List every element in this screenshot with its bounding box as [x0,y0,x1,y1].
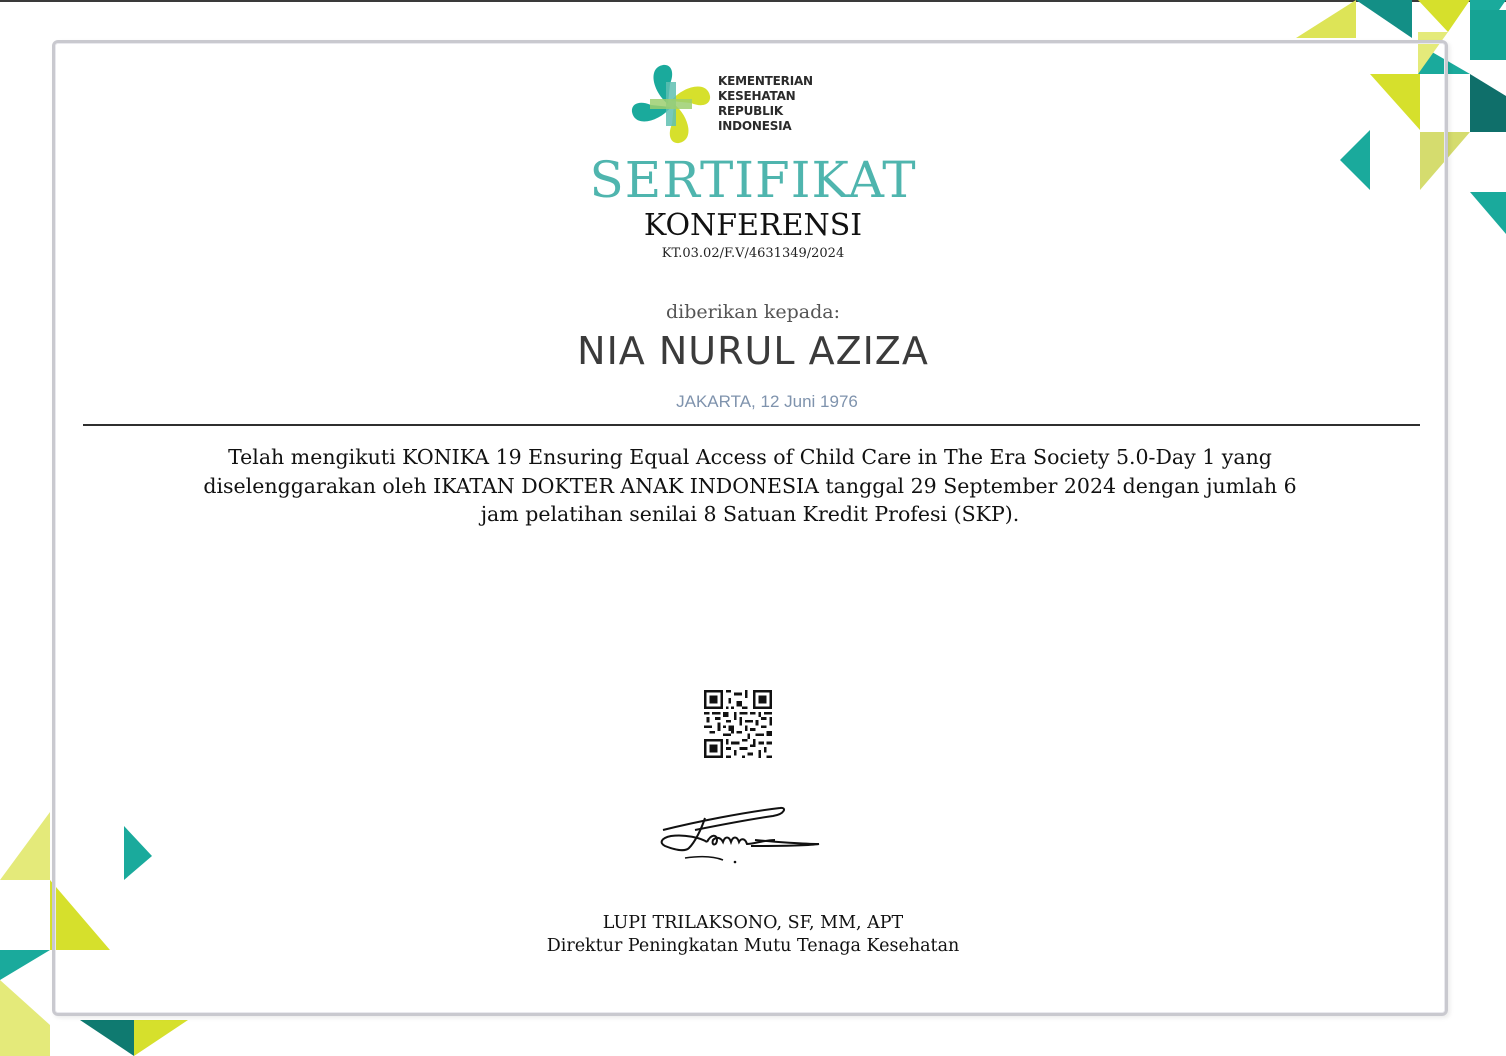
certificate-subtitle: KONFERENSI [643,208,863,243]
deco-triangle [80,1020,134,1056]
body-line: diselenggarakan oleh IKATAN DOKTER ANAK INDONESIA tanggal 29 September 2024 dengan jumlah 6 [203,473,1297,498]
recipient-name: NIA NURUL AZIZA [577,329,929,373]
kemenkes-heart-logo-icon [626,62,716,146]
given-to-label: diberikan kepada: [665,301,841,323]
deco-triangle [1418,0,1470,32]
ministry-logo [626,62,826,146]
deco-triangle [134,1020,188,1056]
body-line: Telah mengikuti KONIKA 19 Ensuring Equal Access of Child Care in The Era Society 5.0-Day 1 yang [228,445,1272,469]
certificate-number: KT.03.02/F.V/4631349/2024 [661,246,845,261]
deco-triangle [1470,10,1506,60]
recipient-birth: JAKARTA, 12 Juni 1976 [676,392,858,411]
ministry-name [718,74,813,134]
signatory-title: Direktur Peningkatan Mutu Tenaga Kesehatan [546,936,960,956]
signatory-name: LUPI TRILAKSONO, SF, MM, APT [602,913,904,933]
deco-triangle [0,1025,50,1056]
deco-triangle [1296,0,1356,38]
certificate-body [160,443,1340,529]
divider [83,424,1420,426]
handwritten-signature [655,800,825,870]
certificate-title: SERTIFIKAT [589,151,917,209]
qr-code-icon [704,690,772,758]
deco-triangle [0,980,50,1025]
deco-triangle [1356,0,1412,38]
ministry-name-line: KEMENTERIAN [718,74,813,88]
ministry-name-line: REPUBLIK [718,104,783,118]
ministry-name-line: KESEHATAN [718,89,796,103]
body-line: jam pelatihan senilai 8 Satuan Kredit Profesi (SKP). [480,502,1020,526]
ministry-name-line: INDONESIA [718,119,792,133]
deco-triangle [1470,74,1506,132]
deco-triangle [0,812,50,880]
